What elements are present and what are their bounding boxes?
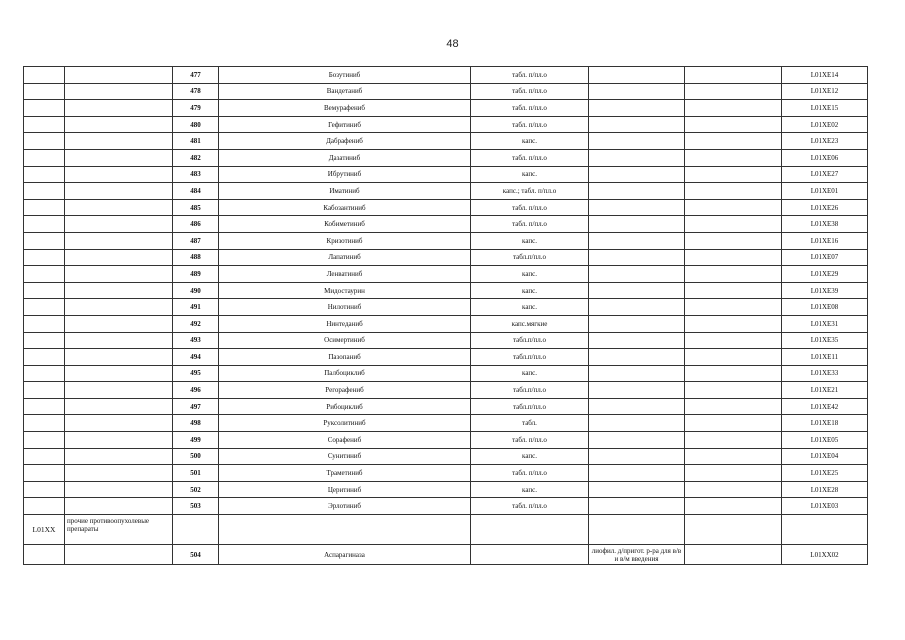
atc-code: L01XE14 [782, 67, 868, 84]
empty-cell [65, 432, 173, 449]
empty-cell [65, 315, 173, 332]
empty-cell [589, 432, 685, 449]
empty-cell [24, 299, 65, 316]
empty-cell [24, 100, 65, 117]
table-row [24, 349, 868, 366]
empty-cell [685, 232, 782, 249]
drug-name: Вемурафениб [219, 100, 471, 117]
empty-cell [24, 83, 65, 100]
drug-name: Ибрутиниб [219, 166, 471, 183]
drug-name: Церитиниб [219, 481, 471, 498]
atc-code: L01XE12 [782, 83, 868, 100]
row-number: 492 [173, 315, 219, 332]
row-number: 504 [173, 545, 219, 565]
empty-cell [685, 183, 782, 200]
drug-name: Вандетаниб [219, 83, 471, 100]
drug-name: Мидостаурин [219, 282, 471, 299]
empty-cell [685, 266, 782, 283]
drug-name: Кабозантиниб [219, 199, 471, 216]
row-number: 497 [173, 398, 219, 415]
empty-cell [65, 166, 173, 183]
empty-cell [685, 498, 782, 515]
row-number: 490 [173, 282, 219, 299]
empty-cell [65, 382, 173, 399]
dosage-form: табл.п/пл.о [471, 382, 589, 399]
table-row [24, 67, 868, 84]
table-row [24, 448, 868, 465]
atc-code: L01XE23 [782, 133, 868, 150]
group-name: прочие противоопухолевые препараты [65, 515, 173, 545]
drug-name: Кризотиниб [219, 232, 471, 249]
empty-cell [589, 83, 685, 100]
empty-cell [24, 382, 65, 399]
group-row [24, 515, 868, 545]
row-number: 479 [173, 100, 219, 117]
page-number: 48 [446, 38, 459, 50]
empty-cell [24, 481, 65, 498]
empty-cell [24, 67, 65, 84]
atc-code: L01XE21 [782, 382, 868, 399]
empty-cell [685, 481, 782, 498]
atc-code: L01XE38 [782, 216, 868, 233]
empty-cell [589, 415, 685, 432]
dosage-form: табл.п/пл.о [471, 249, 589, 266]
empty-cell [65, 349, 173, 366]
atc-code: L01XE06 [782, 149, 868, 166]
row-number: 498 [173, 415, 219, 432]
dosage-form: капс.мягкие [471, 315, 589, 332]
empty-cell [685, 116, 782, 133]
atc-code: L01XE33 [782, 365, 868, 382]
row-number: 502 [173, 481, 219, 498]
row-number: 484 [173, 183, 219, 200]
empty-cell [685, 249, 782, 266]
empty-cell [65, 465, 173, 482]
drug-name: Руксолитиниб [219, 415, 471, 432]
drug-name: Нилотиниб [219, 299, 471, 316]
empty-cell [24, 315, 65, 332]
row-number: 499 [173, 432, 219, 449]
empty-cell [589, 166, 685, 183]
empty-cell [24, 133, 65, 150]
empty-cell [685, 382, 782, 399]
empty-cell [24, 465, 65, 482]
empty-cell [24, 365, 65, 382]
empty-cell [24, 398, 65, 415]
empty-cell [685, 415, 782, 432]
row-number: 495 [173, 365, 219, 382]
table-row [24, 100, 868, 117]
atc-code: L01XX02 [782, 545, 868, 565]
atc-code: L01XE25 [782, 465, 868, 482]
group-code: L01XX [24, 515, 65, 545]
empty-cell [65, 149, 173, 166]
empty-cell [589, 332, 685, 349]
empty-cell [24, 166, 65, 183]
dosage-form: капс. [471, 166, 589, 183]
drug-name: Регорафениб [219, 382, 471, 399]
dosage-form: табл. п/пл.о [471, 465, 589, 482]
empty-cell [219, 515, 471, 545]
atc-code: L01XE42 [782, 398, 868, 415]
table-row [24, 83, 868, 100]
atc-code: L01XE27 [782, 166, 868, 183]
table-row [24, 545, 868, 565]
drug-name: Дабрафениб [219, 133, 471, 150]
dosage-form: лиофил. д/пригот. р-ра для в/в и в/м введения [589, 545, 685, 565]
atc-code: L01XE04 [782, 448, 868, 465]
empty-cell [685, 67, 782, 84]
empty-cell [685, 299, 782, 316]
empty-cell [589, 515, 685, 545]
empty-cell [685, 100, 782, 117]
empty-cell [24, 432, 65, 449]
table-row [24, 365, 868, 382]
row-number: 494 [173, 349, 219, 366]
empty-cell [685, 465, 782, 482]
atc-code: L01XE28 [782, 481, 868, 498]
row-number: 488 [173, 249, 219, 266]
row-number: 496 [173, 382, 219, 399]
empty-cell [24, 116, 65, 133]
table-row [24, 166, 868, 183]
row-number: 486 [173, 216, 219, 233]
dosage-form: капс. [471, 232, 589, 249]
drug-name: Рибоциклиб [219, 398, 471, 415]
empty-cell [65, 365, 173, 382]
empty-cell [24, 232, 65, 249]
empty-cell [65, 199, 173, 216]
dosage-form: табл. п/пл.о [471, 149, 589, 166]
empty-cell [589, 448, 685, 465]
table-row [24, 282, 868, 299]
empty-cell [589, 199, 685, 216]
atc-code: L01XE26 [782, 199, 868, 216]
dosage-form: табл. п/пл.о [471, 199, 589, 216]
drug-name: Иматиниб [219, 183, 471, 200]
empty-cell [24, 282, 65, 299]
empty-cell [24, 332, 65, 349]
empty-cell [589, 498, 685, 515]
empty-cell [65, 398, 173, 415]
empty-cell [685, 166, 782, 183]
atc-code: L01XE16 [782, 232, 868, 249]
empty-cell [65, 282, 173, 299]
empty-cell [589, 100, 685, 117]
dosage-form: табл.п/пл.о [471, 398, 589, 415]
row-number: 482 [173, 149, 219, 166]
empty-cell [589, 266, 685, 283]
dosage-form: капс. [471, 448, 589, 465]
empty-cell [685, 398, 782, 415]
empty-cell [685, 349, 782, 366]
drug-name: Аспарагиназа [219, 545, 471, 565]
dosage-form: капс. [471, 133, 589, 150]
drug-name: Сунитиниб [219, 448, 471, 465]
atc-code: L01XE18 [782, 415, 868, 432]
empty-cell [65, 83, 173, 100]
empty-cell [685, 315, 782, 332]
table-row [24, 481, 868, 498]
drug-name: Эрлотиниб [219, 498, 471, 515]
atc-code: L01XE07 [782, 249, 868, 266]
empty-cell [589, 349, 685, 366]
table-row [24, 249, 868, 266]
row-number: 483 [173, 166, 219, 183]
empty-cell [65, 232, 173, 249]
empty-cell [24, 249, 65, 266]
drug-name: Пазопаниб [219, 349, 471, 366]
table-row [24, 133, 868, 150]
table-row [24, 149, 868, 166]
row-number: 491 [173, 299, 219, 316]
empty-cell [65, 183, 173, 200]
empty-cell [24, 415, 65, 432]
empty-cell [65, 498, 173, 515]
empty-cell [685, 432, 782, 449]
empty-cell [685, 448, 782, 465]
table-row [24, 266, 868, 283]
dosage-form: табл. п/пл.о [471, 498, 589, 515]
empty-cell [65, 266, 173, 283]
atc-code: L01XE39 [782, 282, 868, 299]
drug-table [23, 66, 868, 565]
empty-cell [685, 545, 782, 565]
atc-code: L01XE01 [782, 183, 868, 200]
empty-cell [782, 515, 868, 545]
atc-code: L01XE11 [782, 349, 868, 366]
empty-cell [65, 116, 173, 133]
drug-name: Сорафениб [219, 432, 471, 449]
dosage-form: табл.п/пл.о [471, 332, 589, 349]
table-row [24, 465, 868, 482]
empty-cell [589, 398, 685, 415]
dosage-form: табл. [471, 415, 589, 432]
empty-cell [589, 133, 685, 150]
table-row [24, 232, 868, 249]
table-row [24, 183, 868, 200]
empty-cell [65, 216, 173, 233]
drug-name: Ленватиниб [219, 266, 471, 283]
atc-code: L01XE02 [782, 116, 868, 133]
drug-name: Траметиниб [219, 465, 471, 482]
empty-cell [589, 249, 685, 266]
empty-cell [24, 183, 65, 200]
dosage-form: табл.п/пл.о [471, 349, 589, 366]
empty-cell [24, 216, 65, 233]
empty-cell [589, 315, 685, 332]
drug-name: Палбоциклиб [219, 365, 471, 382]
atc-code: L01XE29 [782, 266, 868, 283]
empty-cell [471, 545, 589, 565]
empty-cell [471, 515, 589, 545]
empty-cell [685, 199, 782, 216]
empty-cell [685, 515, 782, 545]
atc-code: L01XE31 [782, 315, 868, 332]
empty-cell [65, 67, 173, 84]
table-row [24, 432, 868, 449]
dosage-form: капс.; табл. п/пл.о [471, 183, 589, 200]
empty-cell [24, 448, 65, 465]
empty-cell [65, 100, 173, 117]
row-number: 478 [173, 83, 219, 100]
dosage-form: капс. [471, 299, 589, 316]
row-number: 493 [173, 332, 219, 349]
table-row [24, 199, 868, 216]
drug-name: Кобиметиниб [219, 216, 471, 233]
empty-cell [589, 216, 685, 233]
row-number: 487 [173, 232, 219, 249]
drug-name: Гефитиниб [219, 116, 471, 133]
drug-name: Лапатиниб [219, 249, 471, 266]
dosage-form: капс. [471, 282, 589, 299]
empty-cell [685, 365, 782, 382]
table-row [24, 116, 868, 133]
empty-cell [65, 481, 173, 498]
empty-cell [685, 216, 782, 233]
atc-code: L01XE03 [782, 498, 868, 515]
empty-cell [685, 83, 782, 100]
empty-cell [589, 481, 685, 498]
empty-cell [65, 299, 173, 316]
empty-cell [65, 332, 173, 349]
dosage-form: табл. п/пл.о [471, 83, 589, 100]
table-row [24, 498, 868, 515]
atc-code: L01XE08 [782, 299, 868, 316]
table-row [24, 398, 868, 415]
atc-code: L01XE35 [782, 332, 868, 349]
empty-cell [24, 498, 65, 515]
empty-cell [685, 282, 782, 299]
empty-cell [589, 183, 685, 200]
row-number: 480 [173, 116, 219, 133]
table-row [24, 299, 868, 316]
atc-code: L01XE05 [782, 432, 868, 449]
empty-cell [685, 149, 782, 166]
empty-cell [589, 299, 685, 316]
empty-cell [24, 545, 65, 565]
table-row [24, 315, 868, 332]
empty-cell [65, 448, 173, 465]
drug-name: Бозутиниб [219, 67, 471, 84]
dosage-form: капс. [471, 266, 589, 283]
empty-cell [24, 199, 65, 216]
row-number: 501 [173, 465, 219, 482]
empty-cell [589, 365, 685, 382]
empty-cell [685, 133, 782, 150]
dosage-form: табл. п/пл.о [471, 116, 589, 133]
empty-cell [24, 266, 65, 283]
empty-cell [65, 133, 173, 150]
row-number: 489 [173, 266, 219, 283]
row-number: 481 [173, 133, 219, 150]
row-number: 503 [173, 498, 219, 515]
row-number: 485 [173, 199, 219, 216]
empty-cell [65, 249, 173, 266]
dosage-form: капс. [471, 481, 589, 498]
empty-cell [589, 67, 685, 84]
empty-cell [589, 282, 685, 299]
row-number: 477 [173, 67, 219, 84]
dosage-form: табл. п/пл.о [471, 100, 589, 117]
dosage-form: табл. п/пл.о [471, 67, 589, 84]
table-row [24, 216, 868, 233]
empty-cell [173, 515, 219, 545]
dosage-form: табл. п/пл.о [471, 216, 589, 233]
empty-cell [589, 232, 685, 249]
empty-cell [589, 382, 685, 399]
empty-cell [685, 332, 782, 349]
empty-cell [589, 465, 685, 482]
dosage-form: табл. п/пл.о [471, 432, 589, 449]
empty-cell [65, 545, 173, 565]
table-row [24, 332, 868, 349]
table-row [24, 415, 868, 432]
empty-cell [65, 415, 173, 432]
empty-cell [24, 349, 65, 366]
drug-name: Дазатиниб [219, 149, 471, 166]
table-row [24, 382, 868, 399]
empty-cell [589, 116, 685, 133]
dosage-form: капс. [471, 365, 589, 382]
empty-cell [24, 149, 65, 166]
drug-name: Осимертиниб [219, 332, 471, 349]
row-number: 500 [173, 448, 219, 465]
drug-name: Нинтеданиб [219, 315, 471, 332]
empty-cell [589, 149, 685, 166]
atc-code: L01XE15 [782, 100, 868, 117]
